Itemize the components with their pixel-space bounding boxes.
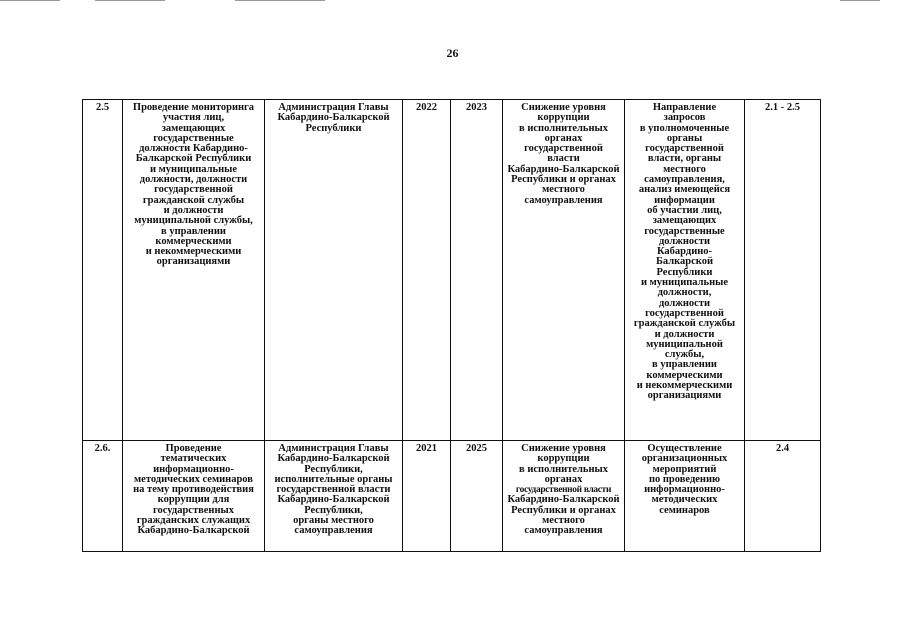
cell-text-line: органах (544, 473, 583, 485)
cell-text-line: участия лиц, (162, 112, 225, 124)
cell-text-line: государственной (154, 184, 233, 196)
cell-text-line: исполнительные органы (274, 473, 393, 485)
cell-text-line: Проведение мониторинга (132, 102, 255, 113)
end-year: 2023 (451, 100, 503, 441)
cell-text-line: Снижение уровня (521, 102, 606, 113)
cell-text-line: Кабардино-Балкарской (277, 112, 390, 124)
page-number: 26 (446, 46, 459, 60)
cell-text-line: методических семинаров (134, 473, 253, 485)
cell-text-line: местного (542, 515, 585, 527)
cell-text-line: Республики и органах (511, 174, 616, 186)
indicator-cell (625, 100, 745, 441)
cell-text-line: Кабардино-Балкарской (277, 494, 390, 506)
cell-text-line: замещающих (652, 215, 717, 227)
executor-cell (265, 100, 403, 441)
cell-text-line: гражданской службы (633, 318, 736, 330)
cell-text-line: организационных (641, 453, 728, 465)
cell-text-line: семинаров (659, 504, 710, 516)
cell-text-line: коррупции (537, 112, 590, 124)
cell-text-line: государственные (644, 225, 725, 237)
table-row (83, 100, 821, 441)
table-row (83, 441, 821, 552)
cell-text-line: Кабардино-Балкарской (277, 453, 390, 465)
cell-text-line: и должности (163, 204, 224, 216)
cell-text-line: органах (544, 132, 583, 144)
cell-text-line: и должности (654, 328, 715, 340)
cell-text-line: власти (547, 153, 580, 165)
cell-text-line: по проведению (648, 473, 721, 485)
cell-text-line: государственной власти (515, 485, 612, 496)
scan-edge-mark (840, 0, 880, 1)
cell-text-line: государственные (153, 132, 234, 144)
cell-text-line: в исполнительных (519, 463, 608, 475)
cell-text-line: государственной (645, 143, 724, 155)
cell-text-line: власти, органы (647, 153, 722, 165)
activity-cell (123, 441, 265, 552)
start-year: 2021 (403, 441, 451, 552)
expected-result-cell (503, 100, 625, 441)
cell-text-line: коммерческими (646, 369, 723, 381)
cell-text-line: Республики, (304, 463, 363, 475)
cell-text-line: должности (658, 297, 711, 309)
scan-edge-mark (95, 0, 165, 1)
cell-text-line: гражданских служащих (136, 515, 251, 527)
cell-text-line: Кабардино- (656, 246, 713, 258)
cell-text-line: государственной власти (276, 484, 391, 496)
cell-text-line: Балкарской (655, 256, 714, 268)
cell-text-line: Снижение уровня (521, 443, 606, 454)
cell-text-line: информационно- (153, 463, 234, 475)
expected-result-cell (503, 441, 625, 552)
cell-text-line: коррупции для (157, 494, 230, 506)
cell-text-line: методических (651, 494, 718, 506)
cell-text-line: Республики и органах (511, 504, 616, 516)
scan-edge-mark (0, 0, 60, 1)
scan-edge-mark (235, 0, 325, 1)
cell-text-line: замещающих (161, 122, 226, 134)
cell-text-line: местного (542, 184, 585, 196)
cell-text-line: муниципальной (646, 338, 723, 350)
cell-text-line: мероприятий (652, 463, 717, 475)
cell-text-line: органы (666, 132, 703, 144)
related-items: 2.1 - 2.5 (745, 100, 821, 441)
cell-text-line: Проведение (165, 443, 222, 454)
cell-text-line: анализ имеющейся (638, 184, 731, 196)
cell-text-line: самоуправления (294, 525, 373, 537)
cell-text-line: гражданской службы (142, 194, 245, 206)
cell-text-line: государственной (645, 307, 724, 319)
cell-text-line: самоуправления, (644, 174, 725, 186)
cell-text-line: коррупции (537, 453, 590, 465)
item-number: 2.5 (83, 100, 123, 441)
cell-text-line: Администрация Главы (278, 102, 389, 113)
cell-text-line: и некоммерческими (145, 246, 242, 258)
cell-text-line: государственных (153, 504, 234, 516)
item-number: 2.6. (83, 441, 123, 552)
cell-text-line: в уполномоченные (639, 122, 730, 134)
cell-text-line: органы местного (293, 515, 374, 527)
cell-text-line: организациями (647, 390, 722, 402)
cell-text-line: и муниципальные (149, 163, 238, 175)
cell-text-line: Осуществление (647, 443, 722, 454)
cell-text-line: об участии лиц, (647, 204, 722, 216)
cell-text-line: службы, (664, 349, 705, 361)
end-year: 2025 (451, 441, 503, 552)
cell-text-line: самоуправления (524, 194, 603, 206)
cell-text-line: государственной (524, 143, 603, 155)
measures-table (82, 99, 821, 552)
cell-text-line: в управлении (161, 225, 226, 237)
start-year: 2022 (403, 100, 451, 441)
cell-text-line: Республики, (304, 504, 363, 516)
cell-text-line: коммерческими (155, 235, 232, 247)
cell-text-line: муниципальной службы, (134, 215, 253, 227)
cell-text-line: Направление (652, 102, 717, 113)
cell-text-line: на тему противодействия (133, 484, 254, 496)
cell-text-line: должности, должности (139, 174, 248, 186)
cell-text-line: запросов (663, 112, 706, 124)
cell-text-line: и муниципальные (640, 277, 729, 289)
cell-text-line: Республики (656, 266, 713, 278)
cell-text-line: информационно- (644, 484, 725, 496)
cell-text-line: в управлении (652, 359, 717, 371)
cell-text-line: самоуправления (524, 525, 603, 537)
cell-text-line: Республики (305, 122, 362, 134)
activity-cell (123, 100, 265, 441)
cell-text-line: организациями (156, 256, 231, 268)
cell-text-line: Администрация Главы (278, 443, 389, 454)
cell-text-line: Кабардино-Балкарской (137, 525, 250, 537)
cell-text-line: информации (654, 194, 715, 206)
cell-text-line: в исполнительных (519, 122, 608, 134)
cell-text-line: Кабардино-Балкарской (507, 163, 620, 175)
executor-cell (265, 441, 403, 552)
cell-text-line: и некоммерческими (636, 380, 733, 392)
cell-text-line: Кабардино-Балкарской (507, 494, 620, 506)
cell-text-line: должности, (657, 287, 712, 299)
cell-text-line: Балкарской Республики (135, 153, 252, 165)
indicator-cell (625, 441, 745, 552)
cell-text-line: местного (663, 163, 706, 175)
cell-text-line: должности Кабардино- (139, 143, 248, 155)
cell-text-line: должности (658, 235, 711, 247)
cell-text-line: тематических (160, 453, 227, 465)
related-items: 2.4 (745, 441, 821, 552)
